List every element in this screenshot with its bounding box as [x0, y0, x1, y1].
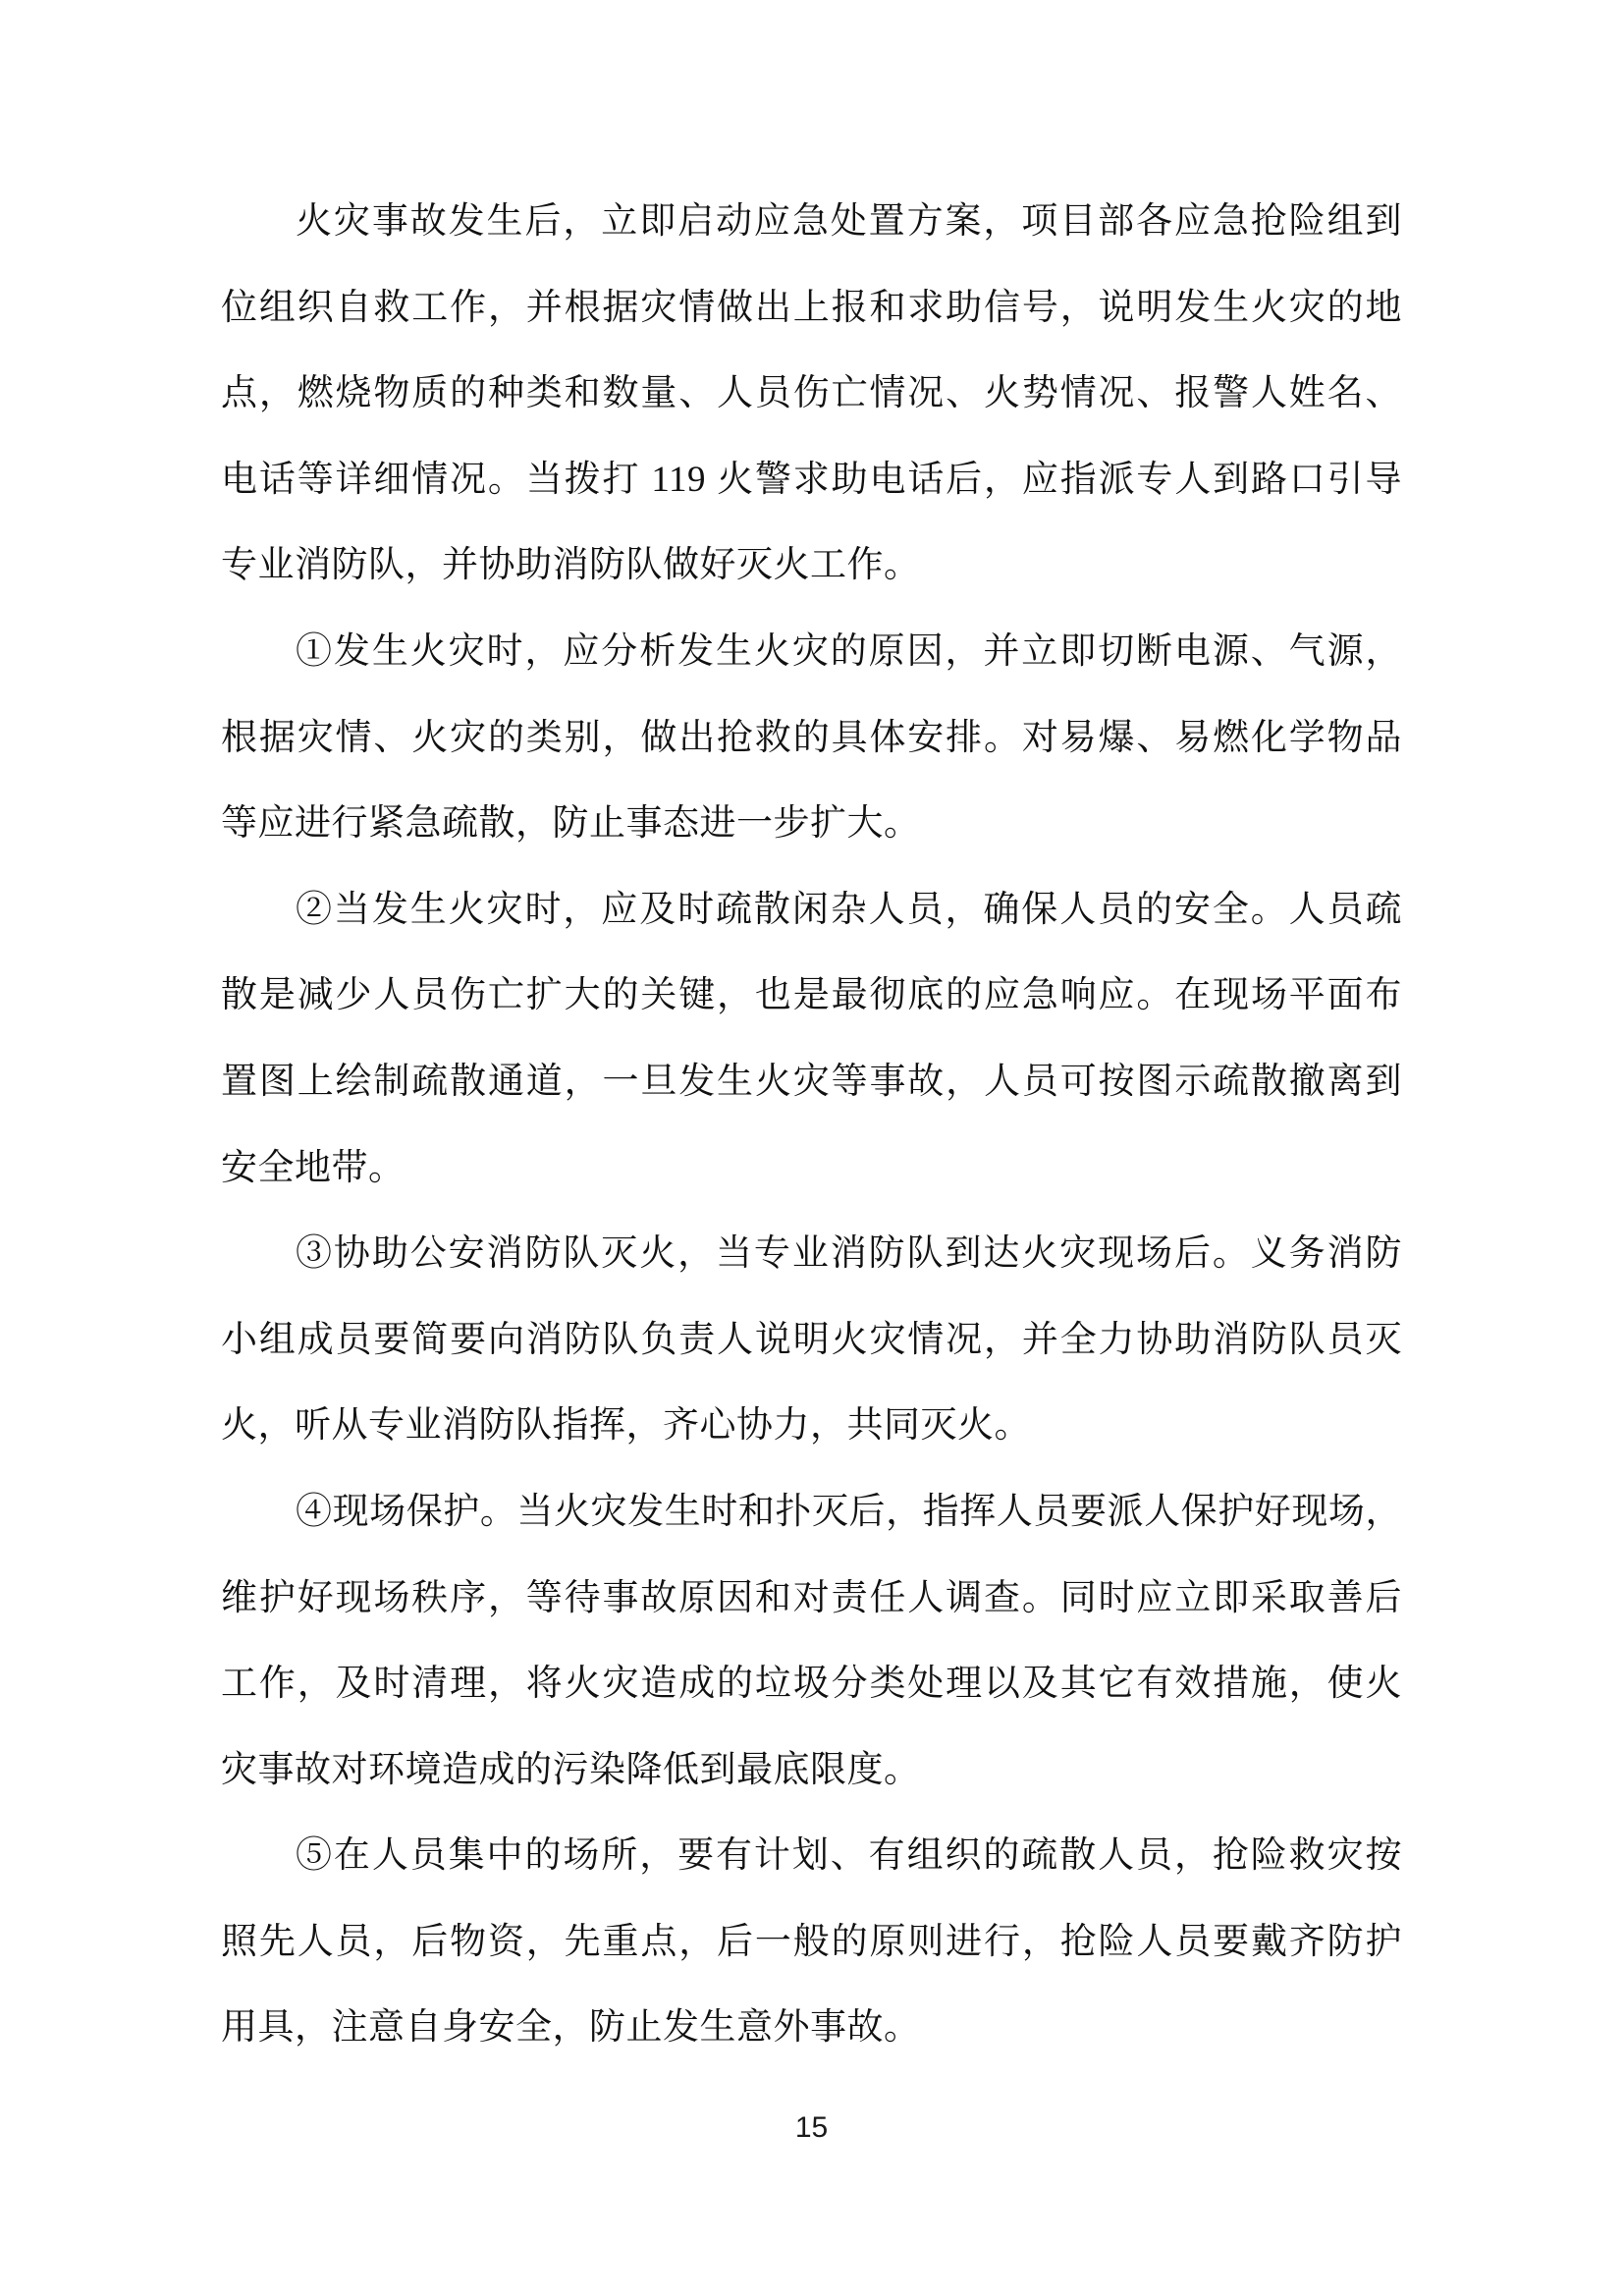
body-text — [221, 179, 1402, 2071]
page-footer — [0, 2111, 1623, 2145]
text-line: ③协助公安消防队灭火，当专业消防队到达火灾现场后。义务消防 — [296, 1233, 1402, 1275]
text-line: 小组成员要简要向消防队负责人说明火灾情况，并全力协助消防队员灭 — [221, 1319, 1402, 1360]
text-line: 工作，及时清理，将火灾造成的垃圾分类处理以及其它有效措施，使火 — [221, 1664, 1402, 1705]
text-line: 火，听从专业消防队指挥，齐心协力，共同灭火。 — [221, 1405, 1031, 1447]
text-line: 位组织自救工作，并根据灾情做出上报和求助信号，说明发生火灾的地 — [221, 287, 1402, 328]
page-number: 15 — [794, 2111, 829, 2144]
text-line: ④现场保护。当火灾发生时和扑灭后，指挥人员要派人保护好现场， — [296, 1491, 1402, 1532]
text-line: ①发生火灾时，应分析发生火灾的原因，并立即切断电源、气源， — [296, 630, 1402, 672]
text-line: 等应进行紧急疏散，防止事态进一步扩大。 — [221, 803, 921, 845]
text-line: 点，燃烧物质的种类和数量、人员伤亡情况、火势情况、报警人姓名、 — [221, 373, 1402, 414]
text-line: 用具，注意自身安全，防止发生意外事故。 — [221, 2007, 921, 2049]
text-line: 电话等详细情况。当拨打 119 火警求助电话后，应指派专人到路口引导 — [221, 459, 1402, 500]
text-line: 专业消防队，并协助消防队做好灭火工作。 — [221, 545, 921, 586]
text-line: 置图上绘制疏散通道，一旦发生火灾等事故，人员可按图示疏散撤离到 — [221, 1061, 1402, 1102]
text-line: 根据灾情、火灾的类别，做出抢救的具体安排。对易爆、易燃化学物品 — [221, 717, 1402, 758]
text-line: 维护好现场秩序，等待事故原因和对责任人调查。同时应立即采取善后 — [221, 1577, 1402, 1618]
text-line: 安全地带。 — [221, 1147, 406, 1188]
text-line: ②当发生火灾时，应及时疏散闲杂人员，确保人员的安全。人员疏 — [296, 889, 1402, 930]
text-line: 照先人员，后物资，先重点，后一般的原则进行，抢险人员要戴齐防护 — [221, 1921, 1402, 1962]
text-line: 火灾事故发生后，立即启动应急处置方案，项目部各应急抢险组到 — [296, 201, 1402, 242]
text-line: ⑤在人员集中的场所，要有计划、有组织的疏散人员，抢险救灾按 — [296, 1835, 1402, 1877]
text-line: 灾事故对环境造成的污染降低到最底限度。 — [221, 1749, 921, 1790]
text-line: 散是减少人员伤亡扩大的关键，也是最彻底的应急响应。在现场平面布 — [221, 975, 1402, 1016]
